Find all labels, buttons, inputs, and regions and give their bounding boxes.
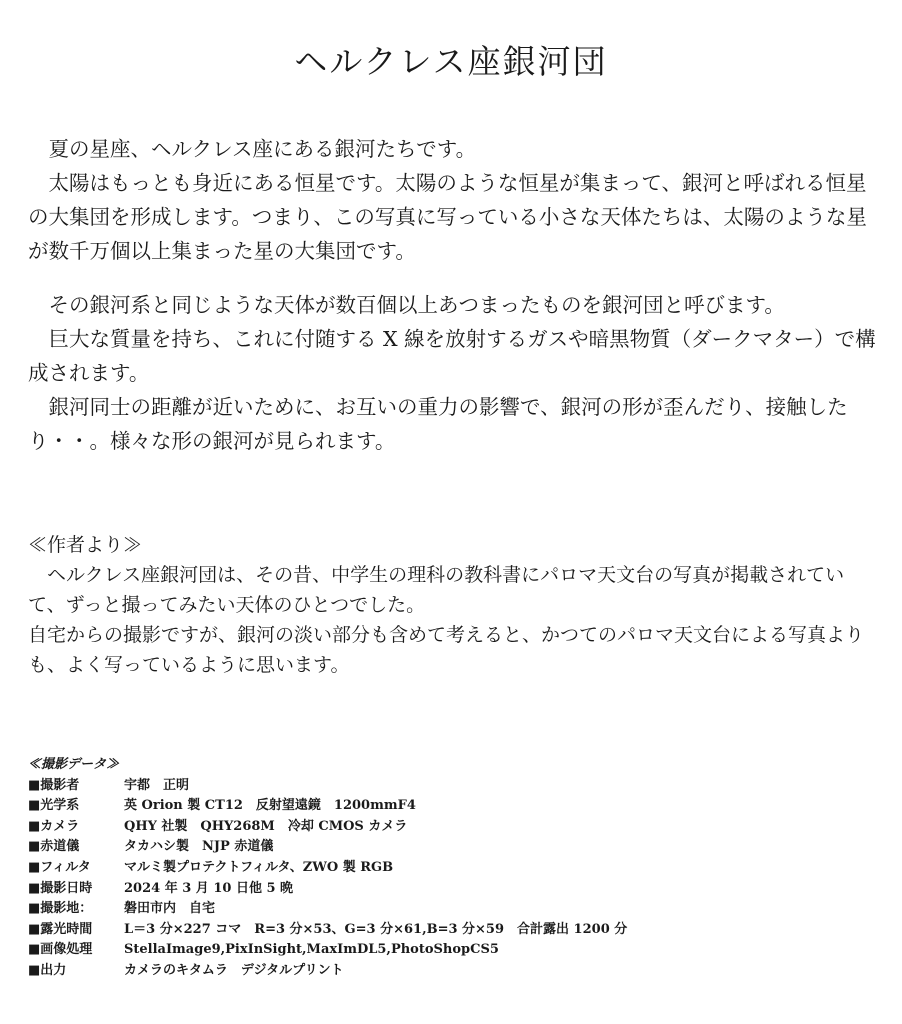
data-row <box>28 899 888 920</box>
data-row <box>28 796 888 817</box>
data-value: 宇都 正明 <box>124 777 190 793</box>
data-value: StellaImage9,PixInSight,MaxImDL5,PhotoShopCS5 <box>124 942 499 958</box>
author-paragraph: 自宅からの撮影ですが、銀河の淡い部分も含めて考えると、かつてのパロマ天文台による写真よりも、よく写っているように思います。 <box>28 624 865 676</box>
data-row <box>28 817 888 838</box>
page-title: ヘルクレス座銀河団 <box>294 42 608 81</box>
data-value: 2024 年 3 月 10 日他 5 晩 <box>124 880 294 896</box>
data-label: ■カメラ <box>28 818 80 834</box>
data-value: QHY 社製 QHY268M 冷却 CMOS カメラ <box>124 818 408 834</box>
data-value: カメラのキタムラ デジタルプリント <box>124 962 344 978</box>
data-row <box>28 776 888 797</box>
data-row <box>28 858 888 879</box>
data-label: ■撮影日時 <box>28 880 93 896</box>
data-label: ■撮影者 <box>28 777 80 793</box>
data-label: ■赤道儀 <box>28 839 80 855</box>
intro-paragraph: その銀河系と同じような天体が数百個以上あつまったものを銀河団と呼びます。 <box>48 293 785 317</box>
author-heading: ≪作者より≫ <box>28 534 143 556</box>
data-value: タカハシ製 NJP 赤道儀 <box>124 839 274 855</box>
intro-paragraph: 銀河同士の距離が近いために、お互いの重力の影響で、銀河の形が歪んだり、接触したり・・。様々な形の銀河が見られます。 <box>28 395 848 453</box>
data-label: ■光学系 <box>28 798 80 814</box>
data-row <box>28 920 888 941</box>
data-label: ■露光時間 <box>28 921 93 937</box>
paragraph-gap <box>28 268 876 288</box>
shooting-data-heading: ≪撮影データ≫ <box>28 757 120 772</box>
data-label: ■画像処理 <box>28 942 93 958</box>
data-value: 磐田市内 自宅 <box>124 901 216 917</box>
data-label: ■出力 <box>28 962 67 978</box>
data-label: ■フィルタ <box>28 859 91 875</box>
author-paragraph: ヘルクレス座銀河団は、その昔、中学生の理科の教科書にパロマ天文台の写真が掲載されていて、ずっと撮ってみたい天体のひとつでした。 <box>28 564 845 616</box>
data-value: マルミ製プロテクトフィルタ、ZWO 製 RGB <box>124 859 394 875</box>
intro-paragraph: 太陽はもっとも身近にある恒星です。太陽のような恒星が集まって、銀河と呼ばれる恒星の大集団を形成します。つまり、この写真に写っている小さな天体たちは、太陽のような星が数千万個以上集まった星の大集団です。 <box>28 171 867 263</box>
data-row <box>28 940 888 961</box>
data-row <box>28 879 888 900</box>
author-section <box>28 530 876 680</box>
shooting-data-section <box>28 755 888 982</box>
data-row <box>28 961 888 982</box>
data-value: L＝3 分×227 コマ R=3 分×53、G=3 分×61,B=3 分×59 合計露出 1200 分 <box>124 921 628 937</box>
intro-paragraph: 夏の星座、ヘルクレス座にある銀河たちです。 <box>48 137 477 161</box>
intro-section <box>28 132 876 458</box>
data-row <box>28 837 888 858</box>
intro-paragraph: 巨大な質量を持ち、これに付随する X 線を放射するガスや暗黒物質（ダークマター）で構成されます。 <box>28 327 876 385</box>
data-value: 英 Orion 製 CT12 反射望遠鏡 1200mmF4 <box>124 798 416 814</box>
data-label: ■撮影地： <box>28 901 93 917</box>
